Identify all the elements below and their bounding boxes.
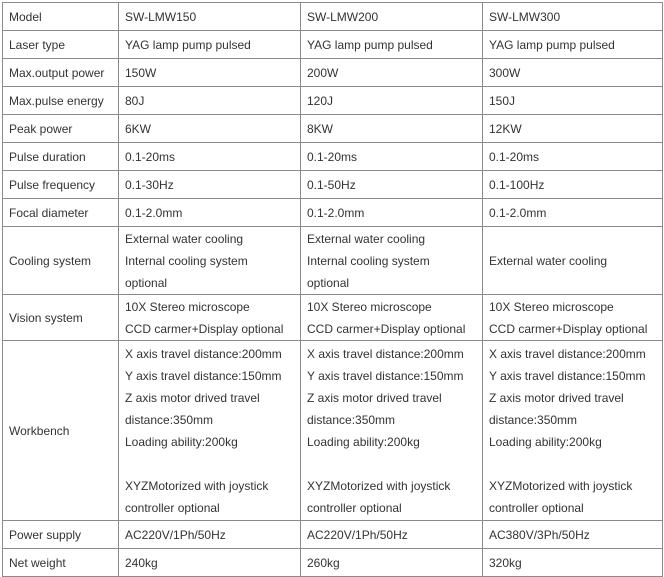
value-cell: [301, 549, 483, 577]
value-line: Loading ability:200kg: [307, 434, 420, 449]
table-row: [3, 549, 663, 577]
parameter-label: Pulse frequency: [3, 171, 119, 199]
value-line: External water cooling: [489, 253, 608, 268]
value-cell: [483, 115, 663, 143]
table-row: [3, 143, 663, 171]
value-line: 0.1-100Hz: [489, 177, 545, 192]
value-cell: [301, 521, 483, 549]
value-cell: [483, 521, 663, 549]
value-line: 200W: [307, 65, 339, 80]
value-line: 260kg: [307, 555, 340, 570]
table-row: [3, 227, 663, 295]
value-line: YAG lamp pump pulsed: [307, 37, 433, 52]
header-row: [3, 3, 663, 31]
value-cell: [301, 143, 483, 171]
table-row: [3, 521, 663, 549]
parameter-label: Pulse duration: [3, 143, 119, 171]
value-line: 0.1-50Hz: [307, 177, 356, 192]
value-line: Y axis travel distance:150mm: [125, 368, 282, 383]
parameter-label: Cooling system: [3, 227, 119, 295]
value-line: 10X Stereo microscope: [307, 299, 432, 314]
value-line: controller optional: [125, 500, 220, 515]
value-cell: [483, 227, 663, 295]
value-line: 10X Stereo microscope: [489, 299, 614, 314]
value-line: XYZMotorized with joystick: [489, 478, 633, 493]
value-cell: [301, 87, 483, 115]
value-cell: [301, 171, 483, 199]
value-line: distance:350mm: [307, 412, 396, 427]
value-line: 240kg: [125, 555, 158, 570]
header-cell-model-3: SW-LMW300: [483, 3, 663, 31]
value-line: distance:350mm: [489, 412, 578, 427]
value-cell: [119, 521, 301, 549]
value-line: 320kg: [489, 555, 522, 570]
value-cell: [119, 31, 301, 59]
table-row: [3, 341, 663, 521]
value-line: optional: [307, 275, 350, 290]
value-line: 0.1-2.0mm: [307, 205, 365, 220]
parameter-label: Workbench: [3, 341, 119, 521]
value-cell: [301, 31, 483, 59]
value-line: Loading ability:200kg: [125, 434, 238, 449]
parameter-label: Vision system: [3, 295, 119, 341]
parameter-label: Net weight: [3, 549, 119, 577]
table-row: [3, 171, 663, 199]
parameter-label: Focal diameter: [3, 199, 119, 227]
value-line: Internal cooling system: [125, 253, 248, 268]
value-line: CCD carmer+Display optional: [489, 321, 648, 336]
value-cell: [483, 59, 663, 87]
parameter-label: Laser type: [3, 31, 119, 59]
value-cell: [483, 295, 663, 341]
value-line: Z axis motor drived travel: [125, 390, 260, 405]
value-line: 0.1-20ms: [125, 149, 176, 164]
value-line: Loading ability:200kg: [489, 434, 602, 449]
value-cell: [119, 115, 301, 143]
table-row: [3, 295, 663, 341]
value-line: 12KW: [489, 121, 522, 136]
value-cell: [301, 59, 483, 87]
table-row: [3, 199, 663, 227]
value-cell: [119, 87, 301, 115]
value-line: 80J: [125, 93, 145, 108]
value-line: CCD carmer+Display optional: [125, 321, 284, 336]
value-cell: [119, 227, 301, 295]
value-cell: [119, 59, 301, 87]
value-line: 8KW: [307, 121, 334, 136]
value-line: controller optional: [489, 500, 584, 515]
value-line: Z axis motor drived travel: [489, 390, 624, 405]
value-cell: [483, 341, 663, 521]
value-cell: [483, 171, 663, 199]
spec-table-body: [3, 3, 663, 577]
value-line: 0.1-2.0mm: [125, 205, 183, 220]
value-line: X axis travel distance:200mm: [307, 346, 464, 361]
table-row: [3, 115, 663, 143]
header-cell-model-2: SW-LMW200: [301, 3, 483, 31]
table-row: [3, 59, 663, 87]
value-line: [489, 453, 656, 475]
value-line: YAG lamp pump pulsed: [125, 37, 251, 52]
value-cell: [301, 341, 483, 521]
value-cell: [483, 549, 663, 577]
value-cell: [483, 87, 663, 115]
value-cell: [301, 295, 483, 341]
value-line: AC220V/1Ph/50Hz: [125, 527, 226, 542]
value-cell: [119, 199, 301, 227]
value-line: optional: [125, 275, 168, 290]
value-line: [307, 453, 476, 475]
value-line: [125, 453, 294, 475]
parameter-label: Power supply: [3, 521, 119, 549]
value-line: Internal cooling system: [307, 253, 430, 268]
value-cell: [119, 171, 301, 199]
value-cell: [119, 295, 301, 341]
value-line: XYZMotorized with joystick: [125, 478, 269, 493]
value-line: 0.1-30Hz: [125, 177, 174, 192]
value-line: 0.1-20ms: [307, 149, 358, 164]
value-line: X axis travel distance:200mm: [125, 346, 282, 361]
value-line: 150J: [489, 93, 516, 108]
value-line: XYZMotorized with joystick: [307, 478, 451, 493]
value-cell: [119, 341, 301, 521]
value-line: Y axis travel distance:150mm: [489, 368, 646, 383]
value-line: 150W: [125, 65, 157, 80]
value-line: 120J: [307, 93, 334, 108]
value-line: 0.1-2.0mm: [489, 205, 547, 220]
value-line: distance:350mm: [125, 412, 214, 427]
parameter-label: Peak power: [3, 115, 119, 143]
value-line: X axis travel distance:200mm: [489, 346, 646, 361]
value-cell: [119, 549, 301, 577]
parameter-label: Max.output power: [3, 59, 119, 87]
header-cell-parameter: Model: [3, 3, 119, 31]
parameter-label: Max.pulse energy: [3, 87, 119, 115]
value-line: 0.1-20ms: [489, 149, 540, 164]
value-cell: [301, 115, 483, 143]
header-cell-model-1: SW-LMW150: [119, 3, 301, 31]
spec-table: [2, 2, 663, 577]
value-line: 10X Stereo microscope: [125, 299, 250, 314]
value-line: controller optional: [307, 500, 402, 515]
table-row: [3, 87, 663, 115]
value-cell: [301, 199, 483, 227]
value-line: Z axis motor drived travel: [307, 390, 442, 405]
value-cell: [301, 227, 483, 295]
table-row: [3, 31, 663, 59]
value-line: 300W: [489, 65, 521, 80]
value-line: External water cooling: [125, 231, 244, 246]
value-line: 6KW: [125, 121, 152, 136]
value-line: AC380V/3Ph/50Hz: [489, 527, 590, 542]
value-line: Y axis travel distance:150mm: [307, 368, 464, 383]
value-line: External water cooling: [307, 231, 426, 246]
value-cell: [483, 31, 663, 59]
value-cell: [483, 199, 663, 227]
value-line: YAG lamp pump pulsed: [489, 37, 615, 52]
value-cell: [483, 143, 663, 171]
value-cell: [119, 143, 301, 171]
value-line: CCD carmer+Display optional: [307, 321, 466, 336]
value-line: AC220V/1Ph/50Hz: [307, 527, 408, 542]
